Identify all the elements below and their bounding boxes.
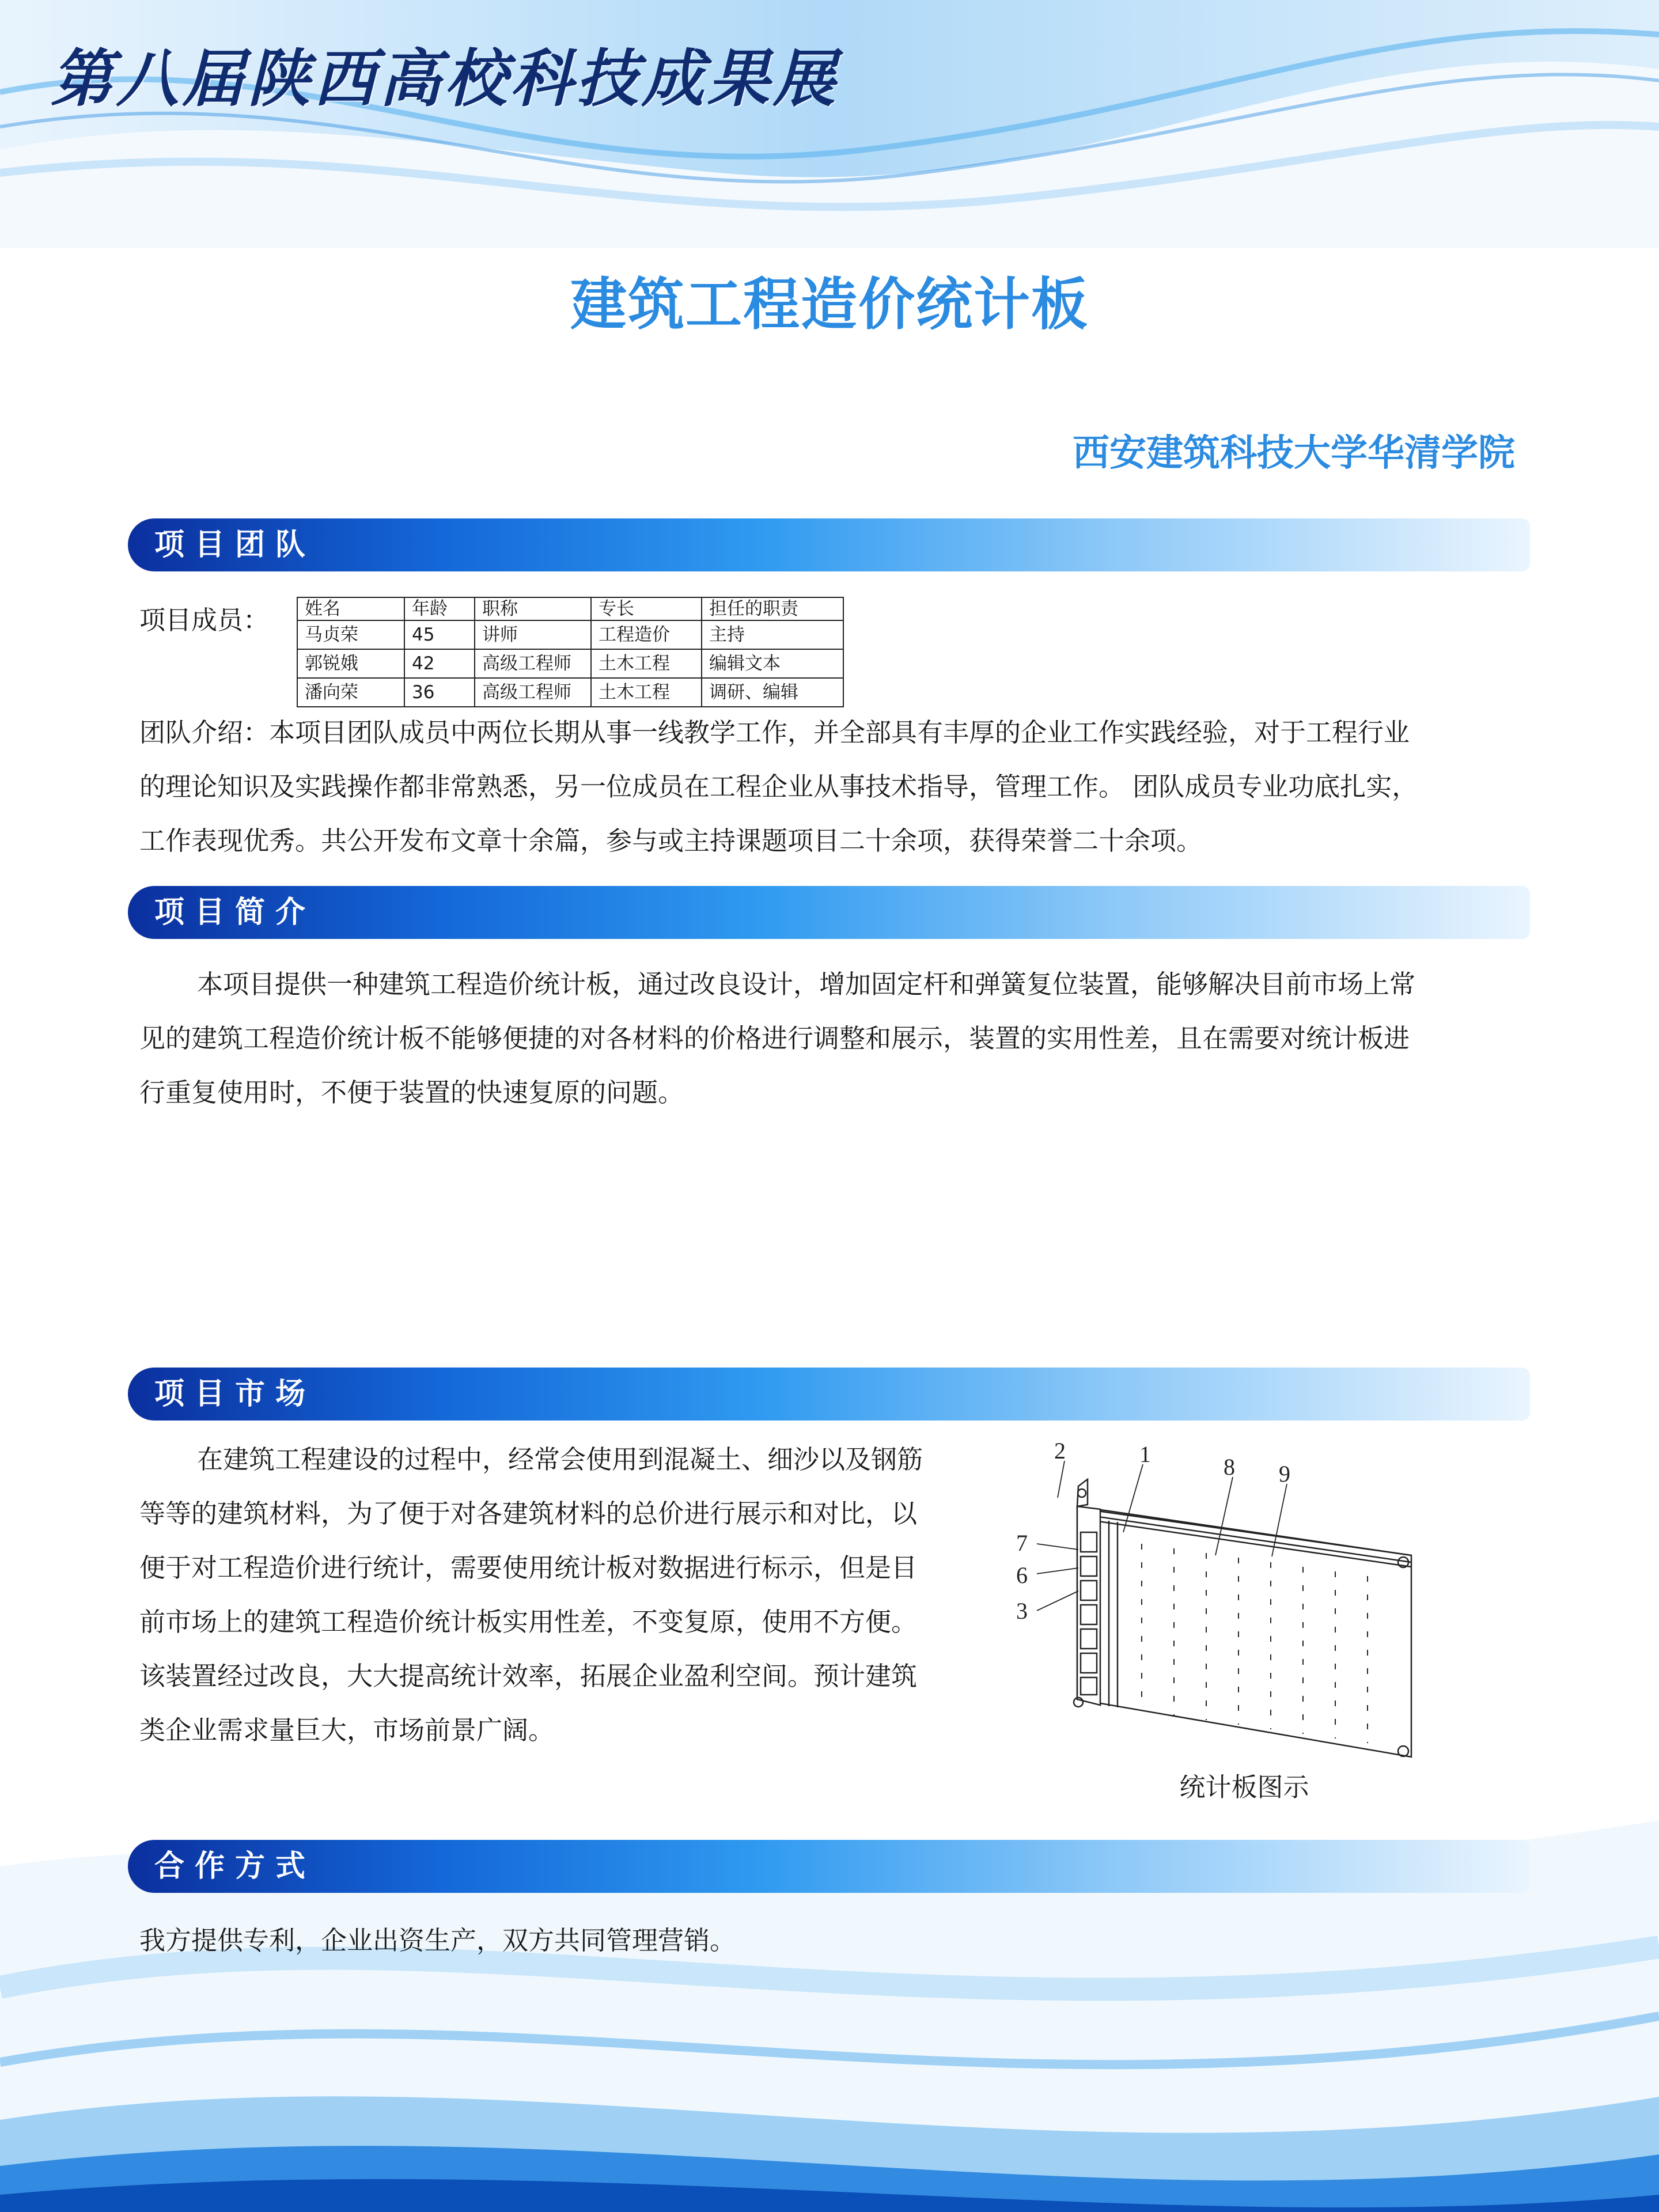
table-cell: 讲师 (475, 620, 591, 649)
cooperation-text: 我方提供专利，企业出资生产，双方共同管理营销。 (139, 1925, 736, 1956)
section-title-market: 项目市场 (154, 1377, 316, 1411)
team-intro (139, 706, 1545, 868)
market-line: 类企业需求量巨大，市场前景广阔。 (139, 1715, 555, 1745)
table-cell: 工程造价 (591, 620, 702, 649)
members-table (297, 597, 844, 707)
column-header: 年龄 (404, 597, 475, 620)
column-header: 担任的职责 (702, 597, 843, 620)
figure-label: 2 (1054, 1440, 1066, 1464)
summary-line: 本项目提供一种建筑工程造价统计板，通过改良设计，增加固定杆和弹簧复位装置，能够解决目前市场上常 (197, 969, 1416, 999)
table-cell: 高级工程师 (475, 678, 591, 707)
figure-label: 3 (1016, 1598, 1028, 1624)
section-bar-team (128, 518, 1530, 571)
table-header-row (297, 597, 843, 620)
section-bar-summary (128, 886, 1530, 939)
column-header: 专长 (591, 597, 702, 620)
figure-label: 6 (1016, 1562, 1028, 1588)
table-row (297, 620, 843, 649)
table-cell: 42 (404, 649, 475, 678)
table-cell: 调研、编辑 (702, 678, 843, 707)
table-row (297, 649, 843, 678)
market-line: 该装置经过改良，大大提高统计效率，拓展企业盈利空间。预计建筑 (139, 1661, 918, 1691)
summary-line: 见的建筑工程造价统计板不能够便捷的对各材料的价格进行调整和展示，装置的实用性差，且在需要对统计板进 (139, 1023, 1410, 1054)
section-title-summary: 项目简介 (154, 895, 316, 930)
team-intro-line: 工作表现优秀。共公开发布文章十余篇，参与或主持课题项目二十余项，获得荣誉二十余项。 (139, 825, 1203, 856)
table-cell: 潘向荣 (297, 678, 404, 707)
figure-label: 9 (1279, 1461, 1290, 1487)
figure-label: 7 (1016, 1530, 1028, 1556)
figure-label: 8 (1224, 1454, 1235, 1480)
table-cell: 主持 (702, 620, 843, 649)
table-cell: 45 (404, 620, 475, 649)
table-row (297, 678, 843, 707)
team-intro-line: 团队介绍：本项目团队成员中两位长期从事一线教学工作，并全部具有丰厚的企业工作实践经验，对于工程行业 (139, 717, 1410, 748)
market-line: 便于对工程造价进行统计，需要使用统计板对数据进行标示，但是目 (139, 1552, 918, 1583)
table-cell: 编辑文本 (702, 649, 843, 678)
market-line: 在建筑工程建设的过程中，经常会使用到混凝土、细沙以及钢筋 (197, 1444, 923, 1475)
table-cell: 高级工程师 (475, 649, 591, 678)
column-header: 姓名 (297, 597, 404, 620)
team-intro-line: 的理论知识及实践操作都非常熟悉，另一位成员在工程企业从事技术指导，管理工作。 团队成员专业功底扎实， (139, 771, 1418, 802)
summary-line: 行重复使用时，不便于装置的快速复原的问题。 (139, 1077, 684, 1108)
market-line: 前市场上的建筑工程造价统计板实用性差，不变复原，使用不方便。 (139, 1607, 918, 1637)
column-header: 职称 (475, 597, 591, 620)
market-line: 等等的建筑材料，为了便于对各建筑材料的总价进行展示和对比，以 (139, 1498, 918, 1529)
members-label: 项目成员： (139, 605, 270, 635)
summary-paragraph (139, 957, 1545, 1120)
expo-title: 第八届陕西高校科技成果展 (51, 43, 839, 115)
page-title: 建筑工程造价统计板 (570, 272, 1089, 338)
table-cell: 36 (404, 678, 475, 707)
statistics-board-figure (1014, 1440, 1417, 1774)
market-paragraph (139, 1433, 992, 1758)
figure-caption: 统计板图示 (1179, 1772, 1309, 1802)
institution-name: 西安建筑科技大学华清学院 (1073, 432, 1515, 475)
section-title-team: 项目团队 (154, 528, 316, 562)
section-bar-market (128, 1368, 1530, 1421)
table-cell: 郭锐娥 (297, 649, 404, 678)
table-cell: 土木工程 (591, 649, 702, 678)
table-cell: 马贞荣 (297, 620, 404, 649)
section-bar-cooperation (128, 1840, 1530, 1893)
table-cell: 土木工程 (591, 678, 702, 707)
section-title-cooperation: 合作方式 (154, 1849, 316, 1884)
figure-label: 1 (1139, 1441, 1151, 1467)
